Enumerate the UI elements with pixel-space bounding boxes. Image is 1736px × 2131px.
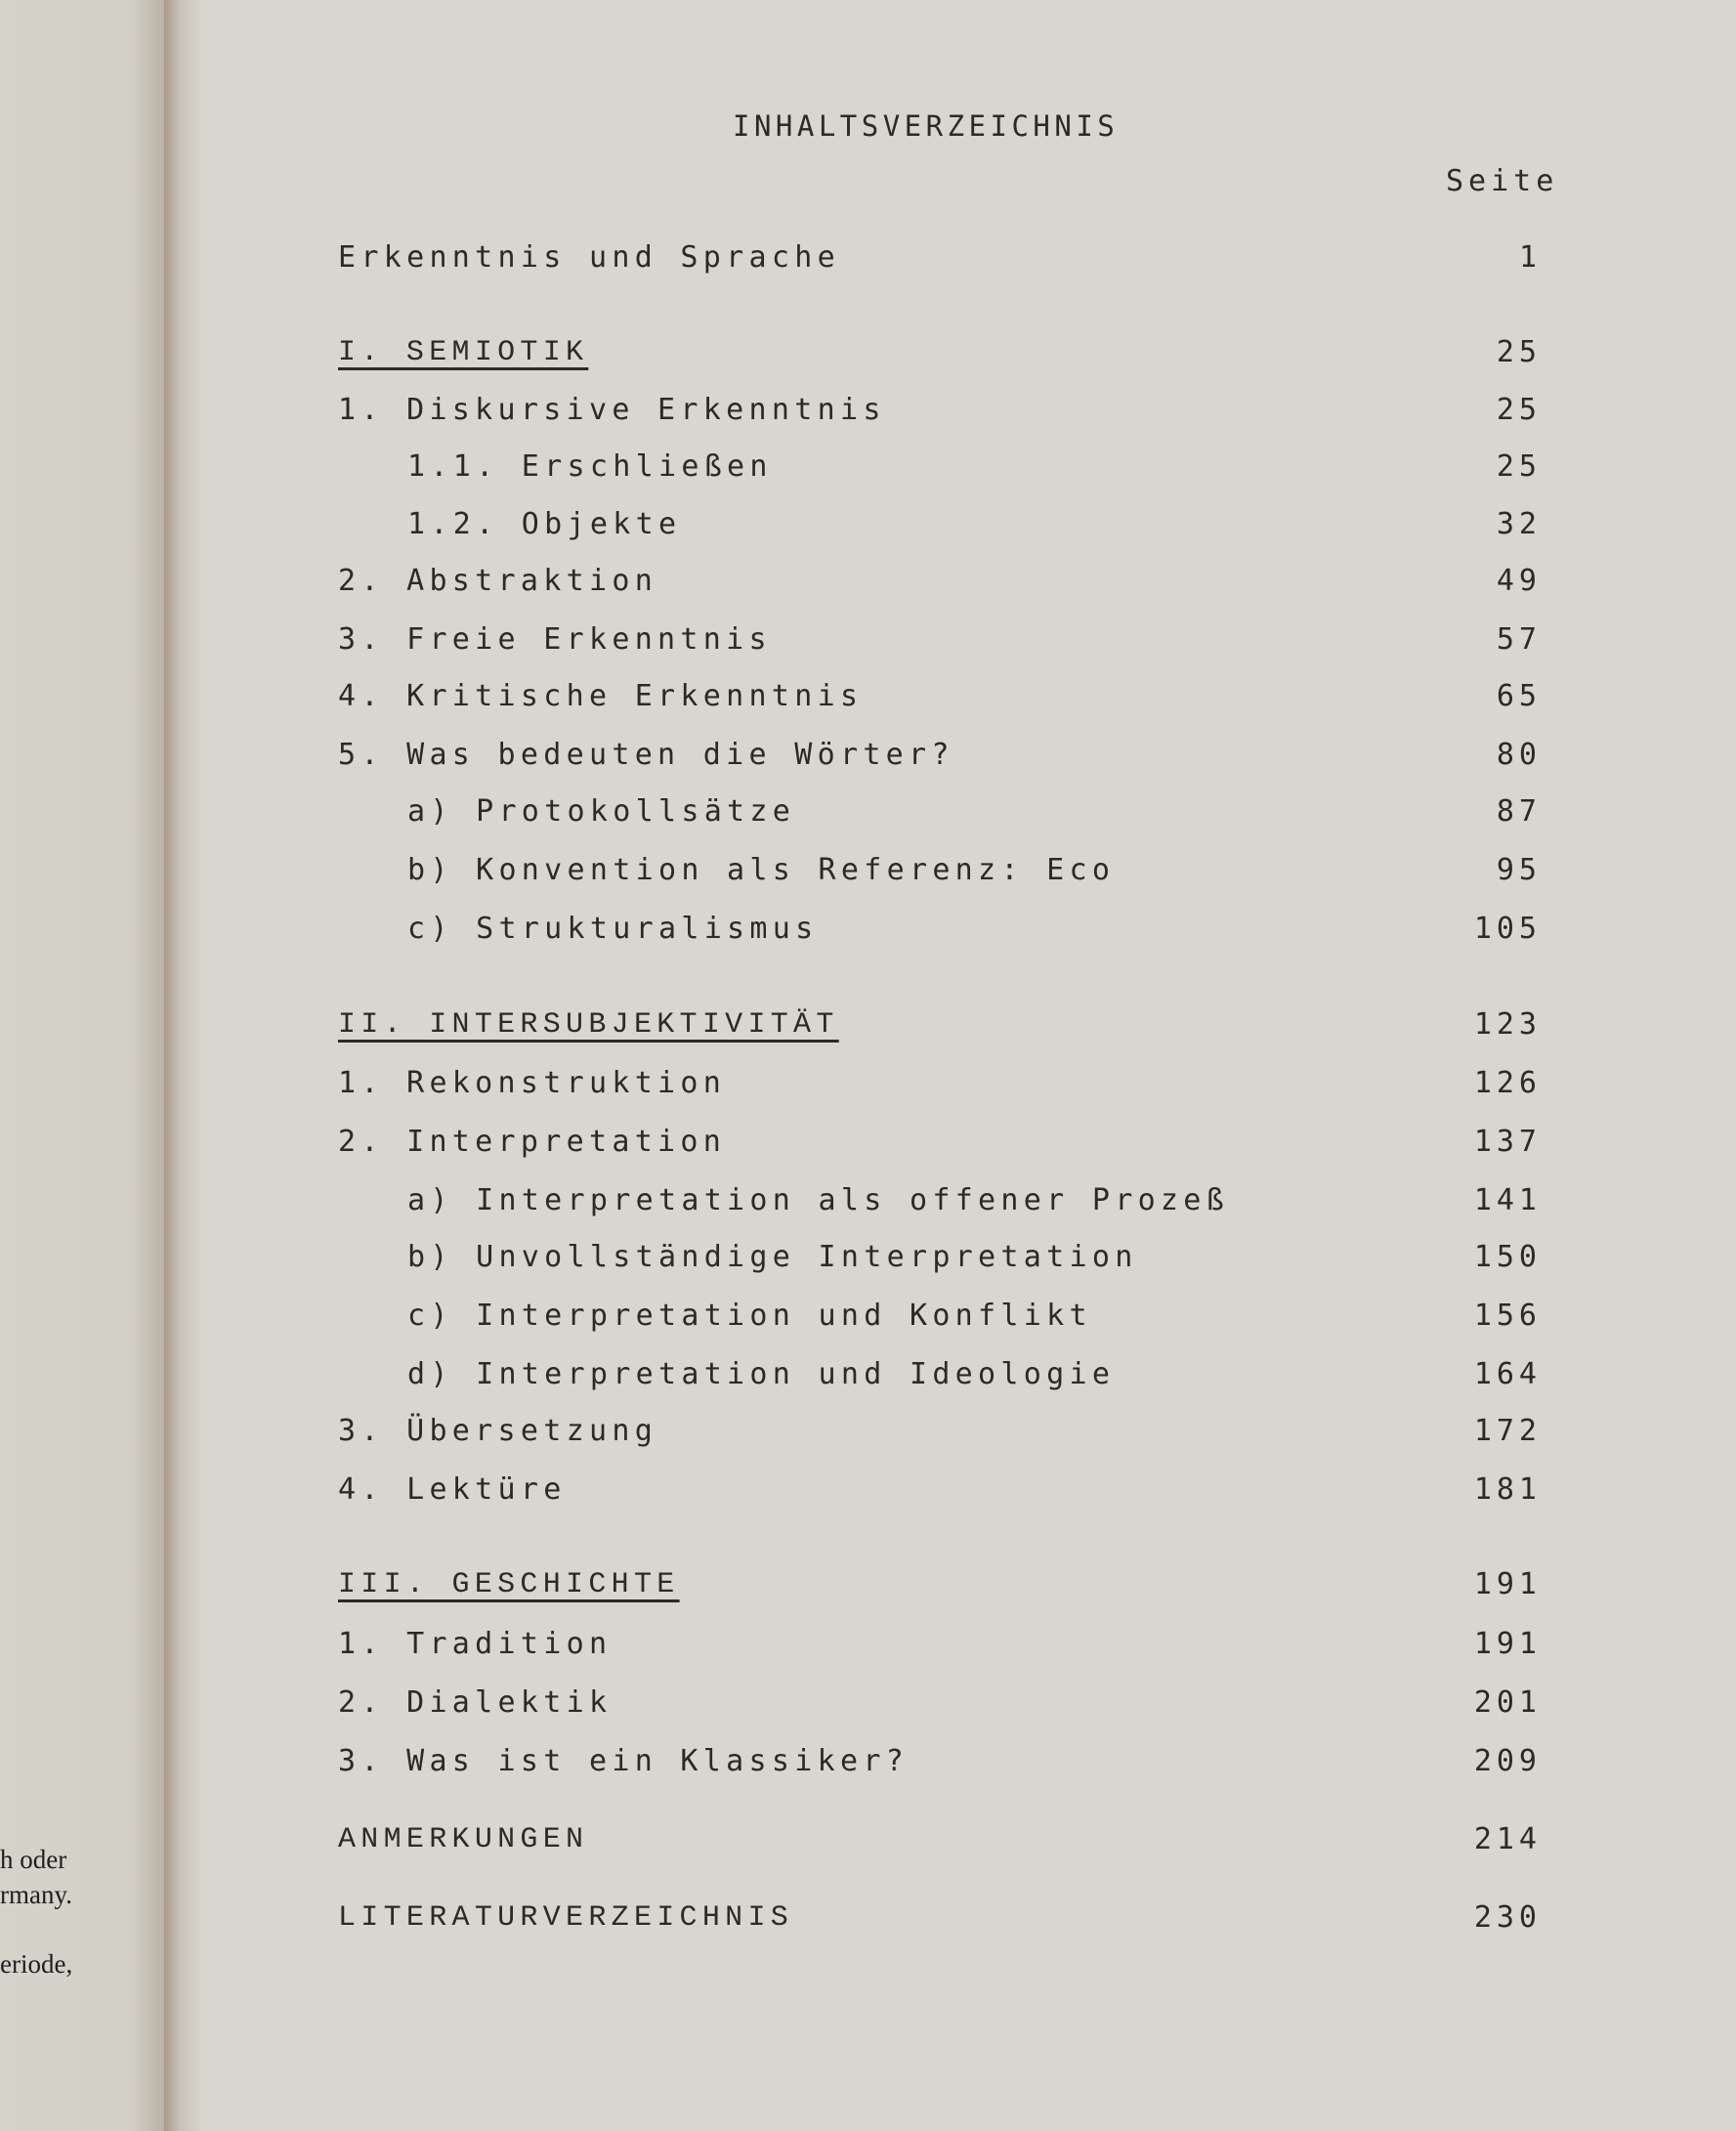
toc-entry-page: 80 [1496,738,1542,772]
toc-entry-page: 25 [1496,449,1542,484]
toc-entry-page: 126 [1473,1066,1542,1100]
toc-entry-title: a) Protokollsätze [407,794,796,829]
toc-entry-page: 95 [1496,853,1542,887]
toc-entry [338,675,1542,718]
toc-entry-title: 2. Abstraktion [338,564,658,598]
toc-entry [407,1353,1542,1396]
toc-entry-title: 5. Was bedeuten die Wörter? [338,738,954,772]
toc-entry-title: III. GESCHICHTE [338,1568,680,1601]
left-page [0,0,164,2131]
toc-entry [338,1818,1542,1861]
toc-entry-page: 191 [1473,1567,1542,1601]
toc-entry [338,1682,1542,1725]
toc-entry-title: 2. Interpretation [338,1125,727,1159]
toc-entry-page: 191 [1473,1627,1542,1661]
toc-entry-title: II. INTERSUBJEKTIVITÄT [338,1008,839,1042]
toc-entry-page: 49 [1496,564,1542,598]
toc-entry [407,1295,1542,1338]
toc-entry-title: 3. Freie Erkenntnis [338,622,772,657]
left-page-text: rmany. [0,1880,72,1909]
toc-entry [407,849,1542,892]
toc-entry [338,1121,1542,1164]
toc-entry-page: 25 [1496,393,1542,427]
toc-entry-title: 1. Diskursive Erkenntnis [338,393,886,427]
toc-entry [338,1623,1542,1666]
toc-entry-page: 137 [1473,1125,1542,1159]
toc-entry-title: a) Interpretation als offener Prozeß [407,1183,1230,1217]
left-page-text: eriode, [0,1949,73,1979]
book-gutter [164,0,203,2131]
toc-entry [338,1410,1542,1453]
toc-entry-page: 209 [1473,1744,1542,1778]
toc-entry-page: 164 [1473,1357,1542,1391]
toc-entry-page: 25 [1496,335,1542,369]
toc-entry-title: 1.2. Objekte [407,507,682,541]
toc-entry-title: 4. Lektüre [338,1472,567,1507]
toc-entry [338,734,1542,777]
toc-entry-title: 1. Rekonstruktion [338,1066,727,1100]
toc-entry-page: 141 [1473,1183,1542,1217]
toc-entry-title: d) Interpretation und Ideologie [407,1357,1116,1391]
toc-entry-page: 105 [1473,912,1542,946]
toc-entry-title: c) Strukturalismus [407,912,819,946]
toc-entry [407,790,1542,833]
toc-entry-title: 1.1. Erschließen [407,449,773,484]
page-title: INHALTSVERZEICHNIS [733,109,1120,143]
toc-entry-title: 4. Kritische Erkenntnis [338,679,864,713]
page-column-label: Seite [1446,164,1559,198]
toc-entry-title: LITERATURVERZEICHNIS [338,1901,794,1935]
toc-entry [338,560,1542,603]
toc-entry-page: 32 [1496,507,1542,541]
toc-entry [338,236,1542,279]
toc-section-heading [338,331,1542,374]
toc-entry-page: 87 [1496,794,1542,829]
toc-section-heading [338,1563,1542,1606]
toc-section-heading [338,1003,1542,1046]
toc-entry-title: 3. Übersetzung [338,1414,658,1448]
toc-entry [338,1469,1542,1512]
toc-entry [338,618,1542,661]
toc-entry-page: 57 [1496,622,1542,657]
toc-entry-title: ANMERKUNGEN [338,1823,589,1856]
toc-entry-title: 2. Dialektik [338,1685,613,1720]
toc-entry-page: 201 [1473,1685,1542,1720]
toc-entry-title: 3. Was ist ein Klassiker? [338,1744,910,1778]
toc-entry-title: 1. Tradition [338,1627,613,1661]
toc-entry [338,1062,1542,1105]
toc-entry [407,446,1542,489]
toc-entry [338,389,1542,432]
toc-entry [407,1179,1542,1222]
toc-entry [338,1897,1542,1939]
toc-entry-page: 156 [1473,1299,1542,1333]
toc-entry-title: Erkenntnis und Sprache [338,240,840,275]
toc-entry-page: 65 [1496,679,1542,713]
toc-entry [407,503,1542,546]
toc-entry-page: 181 [1473,1472,1542,1507]
toc-entry-page: 214 [1473,1822,1542,1856]
toc-entry [338,1740,1542,1783]
toc-entry-title: I. SEMIOTIK [338,336,589,369]
toc-entry [407,1236,1542,1279]
toc-entry [407,908,1542,951]
toc-entry-page: 1 [1518,240,1542,275]
left-page-text: h oder [0,1845,67,1874]
toc-entry-title: c) Interpretation und Konflikt [407,1299,1092,1333]
toc-entry-page: 172 [1473,1414,1542,1448]
toc-entry-page: 230 [1473,1900,1542,1935]
toc-entry-title: b) Konvention als Referenz: Eco [407,853,1116,887]
toc-entry-title: b) Unvollständige Interpretation [407,1240,1138,1274]
toc-entry-page: 123 [1473,1007,1542,1042]
toc-entry-page: 150 [1473,1240,1542,1274]
